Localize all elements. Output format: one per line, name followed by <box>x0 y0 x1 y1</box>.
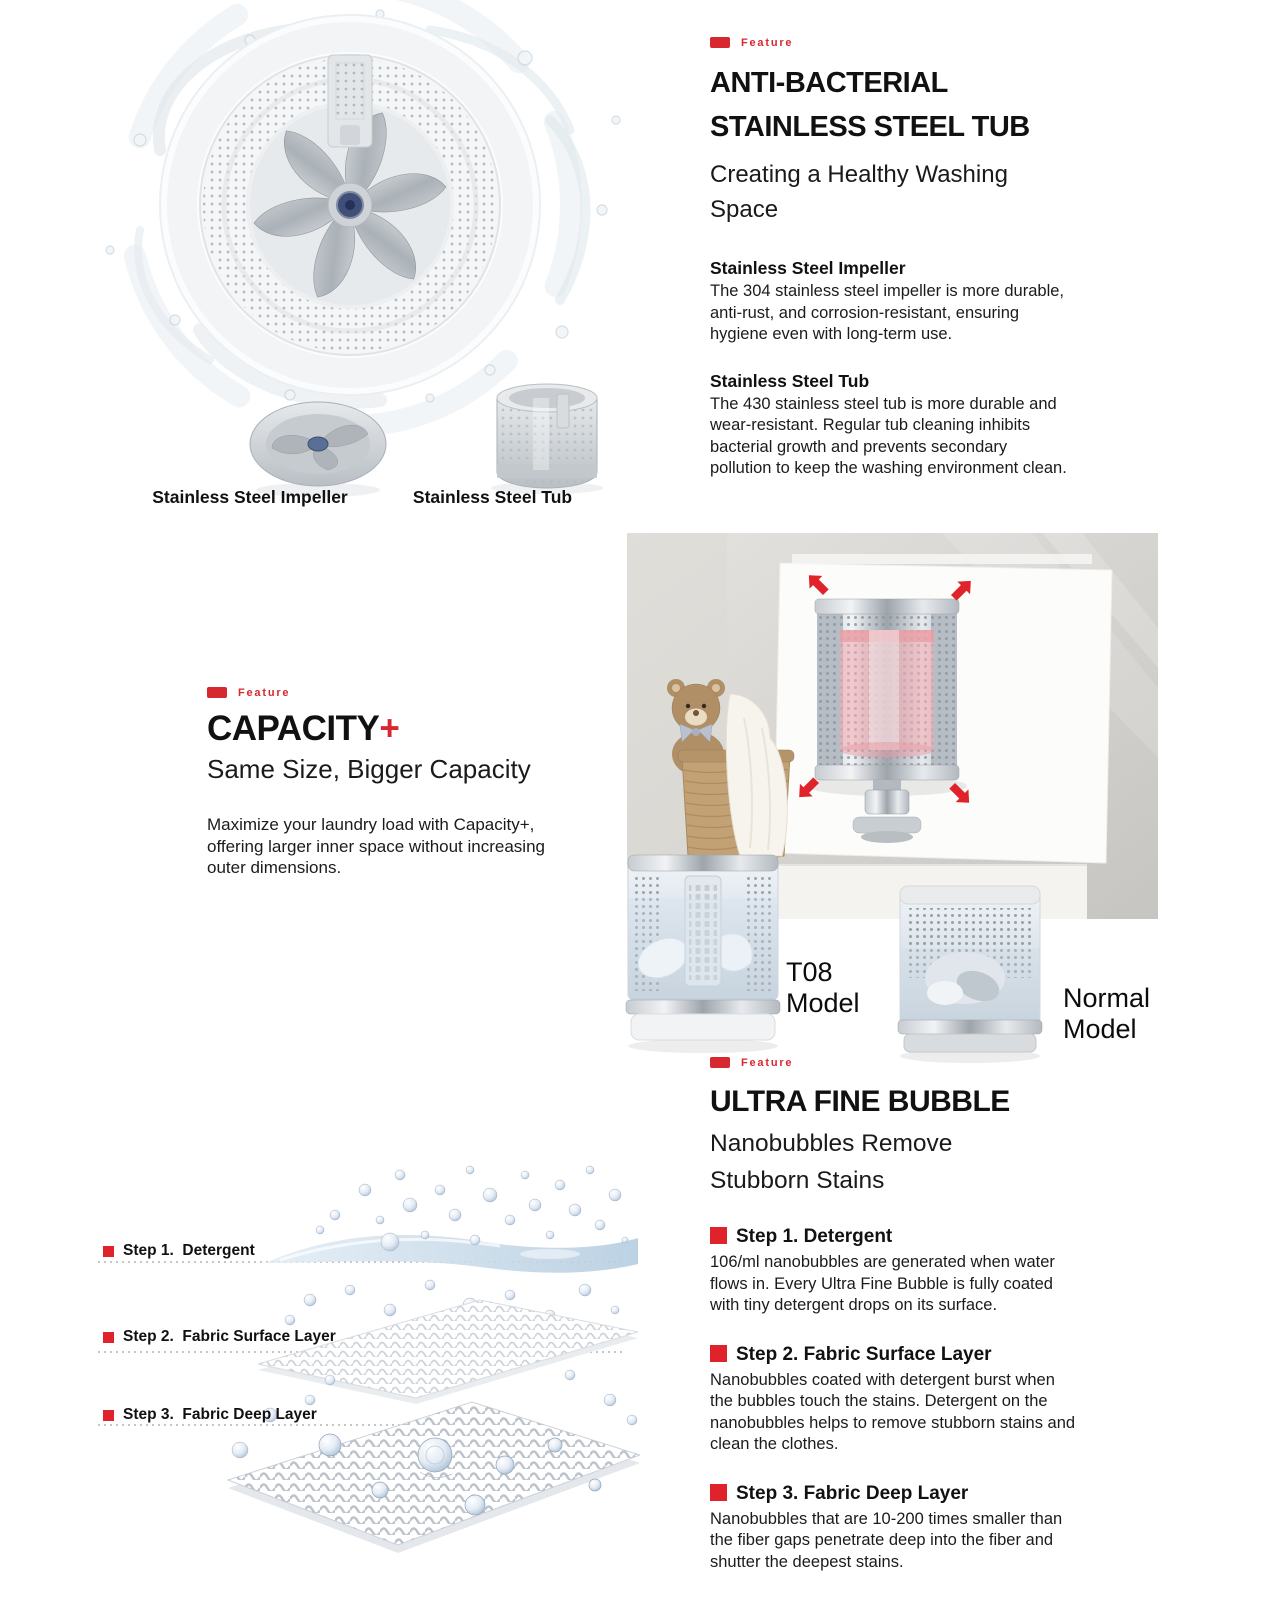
section-title: ULTRA FINE BUBBLE <box>710 1085 1010 1118</box>
step-2 <box>710 1344 1076 1456</box>
normal-model-drum <box>898 886 1042 1063</box>
diagram-label-step1: Step 1. Detergent <box>103 1242 255 1260</box>
feature-badge <box>207 686 555 699</box>
section-subtitle: Creating a Healthy Washing Space <box>710 161 1008 223</box>
feature-badge-icon <box>710 1057 730 1068</box>
section-capacity <box>207 686 555 879</box>
nanobubble-diagram <box>80 1150 640 1590</box>
item-heading: Stainless Steel Impeller <box>710 258 906 278</box>
item-heading: Stainless Steel Tub <box>710 370 870 391</box>
diagram-label-step2: Step 2. Fabric Surface Layer <box>103 1328 336 1346</box>
normal-model-label: Normal Model <box>1063 983 1151 1044</box>
step-square-icon <box>103 1332 114 1343</box>
step-1 <box>710 1226 1076 1317</box>
step-square-icon <box>710 1345 727 1362</box>
section-antibacterial <box>710 36 1070 480</box>
impeller-small-image <box>250 402 386 497</box>
step-body: Nanobubbles coated with detergent burst when the bubbles touch the stains. Detergent on the nanobubbles helps to remove stubborn stains and clean the clothes. <box>710 1370 1076 1453</box>
item-body: The 304 stainless steel impeller is more durable, anti-rust, and corrosion-resistant, ensuring hygiene even with long-term use. <box>710 282 1065 343</box>
feature-badge-label: Feature <box>741 36 794 49</box>
fabric-surface-layer <box>258 1300 638 1404</box>
feature-badge-icon <box>207 687 227 698</box>
step-heading: Step 3. Fabric Deep Layer <box>710 1483 1076 1505</box>
diagram-label-step3: Step 3. Fabric Deep Layer <box>103 1406 317 1424</box>
stainless-tub-illustration <box>80 0 640 512</box>
feature-badge-label: Feature <box>741 1056 794 1069</box>
t08-model-label: T08 Model <box>786 957 860 1018</box>
water-stream <box>265 1235 638 1273</box>
section-subtitle: Same Size, Bigger Capacity <box>207 754 531 784</box>
section-title: CAPACITY+ <box>207 709 400 748</box>
plus-sign: + <box>379 709 400 748</box>
step-square-icon <box>103 1410 114 1421</box>
step-square-icon <box>710 1484 727 1501</box>
feature-item <box>710 371 1070 480</box>
feature-badge-icon <box>710 37 730 48</box>
section-title: ANTI-BACTERIAL STAINLESS STEEL TUB <box>710 67 1030 143</box>
caption-stainless-steel-tub: Stainless Steel Tub <box>412 487 573 507</box>
tub-small-image <box>491 384 603 494</box>
step-heading: Step 1. Detergent <box>710 1226 1076 1248</box>
feature-item <box>710 258 1070 346</box>
caption-stainless-steel-impeller: Stainless Steel Impeller <box>152 487 348 507</box>
feature-badge <box>710 1056 1076 1069</box>
t08-model-drum <box>626 855 780 1053</box>
tub-top-view <box>160 15 540 395</box>
step-3 <box>710 1483 1076 1574</box>
lint-filter <box>328 55 372 147</box>
step-body: Nanobubbles that are 10-200 times smaller than the fiber gaps penetrate deep into the fiber and shutter the deepest stains. <box>710 1509 1063 1571</box>
step-square-icon <box>103 1246 114 1257</box>
section-body: Maximize your laundry load with Capacity+, offering larger inner space without increasing outer dimensions. <box>207 815 545 877</box>
step-heading: Step 2. Fabric Surface Layer <box>710 1344 1076 1366</box>
step-body: 106/ml nanobubbles are generated when water flows in. Every Ultra Fine Bubble is fully coated with tiny detergent drops on its surface. <box>710 1253 1055 1314</box>
section-subtitle: Nanobubbles Remove Stubborn Stains <box>710 1130 953 1194</box>
feature-badge-label: Feature <box>238 686 291 699</box>
step-square-icon <box>710 1227 727 1244</box>
section-ultra-fine-bubble <box>710 1056 1076 1573</box>
feature-badge <box>710 36 1070 49</box>
capacity-photo <box>612 518 1264 1070</box>
item-body: The 430 stainless steel tub is more durable and wear-resistant. Regular tub cleaning inhibits bacterial growth and prevents secondary pollution to keep the washing environment clean. <box>710 394 1067 477</box>
